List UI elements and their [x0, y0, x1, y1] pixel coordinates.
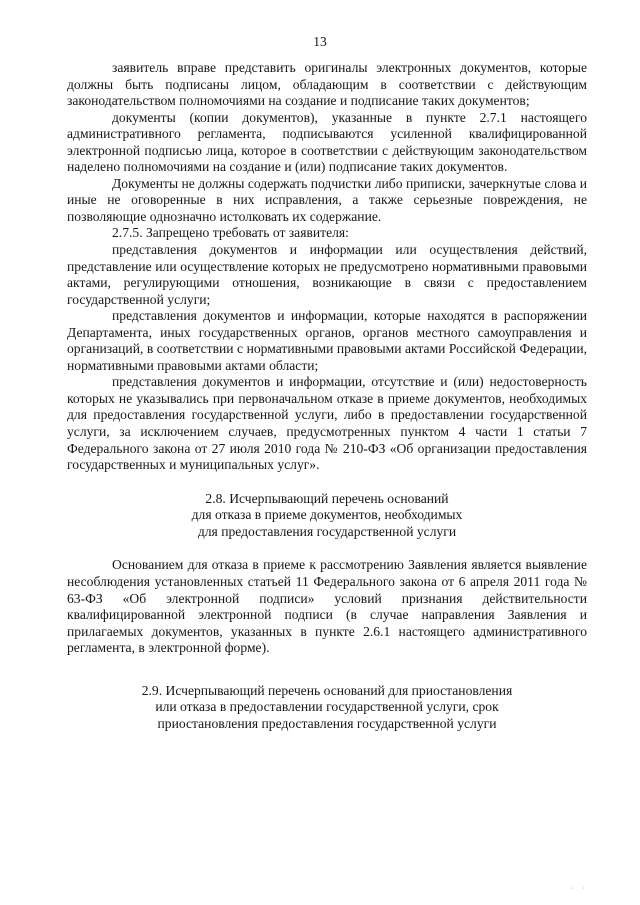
heading-line: для предоставления государственной услуги	[197, 523, 457, 539]
corner-mark: · ·	[571, 884, 588, 893]
paragraph: Документы не должны содержать подчистки либо приписки, зачеркнутые слова и иные не оговоренные в них исправления, а также серьезные повреждения, не позволяющие однозначно истолковать их содержание.	[67, 175, 587, 224]
paragraph: представления документов и информации, отсутствие и (или) недостоверность которых не указывались при первоначальном отказе в приеме документов, необходимых для предоставления государственной услуги, либо в предоставлении государственной услуги, за исключением случаев, предусмотренных пунктом 4 части 1 статьи 7 Федерального закона от 27 июля 2010 года № 210-ФЗ «Об организации предоставления государственных и муниципальных услуг».	[67, 374, 587, 473]
heading-line: 2.8. Исчерпывающий перечень оснований	[205, 490, 449, 506]
document-body	[67, 60, 587, 750]
paragraph: документы (копии документов), указанные в пункте 2.7.1 настоящего административного регламента, подписываются усиленной квалифицированной электронной подписью лица, которое в соответствии с действующим законодательством наделено полномочиями на создание и (или) подписание таких документов.	[67, 109, 587, 175]
page-number: 13	[313, 34, 327, 49]
paragraph: представления документов и информации, которые находятся в распоряжении Департамента, иных государственных органов, органов местного самоуправления и организаций, в соответствии с нормативными правовыми актами Российской Федерации, нормативными правовыми актами области;	[67, 308, 587, 373]
paragraph: Основанием для отказа в приеме к рассмотрению Заявления является выявление несоблюдения установленных статьей 11 Федерального закона от 6 апреля 2011 года № 63-ФЗ «Об электронной подписи» условий признания действительности квалифицированной электронной подписи (в случае направления Заявления и прилагаемых документов, указанных в пункте 2.6.1 настоящего административного регламента, в электронной форме).	[67, 557, 587, 656]
paragraph: заявитель вправе представить оригиналы электронных документов, которые должны быть подписаны лицом, обладающим в соответствии с действующим законодательством полномочиями на создание и подписание таких документов;	[67, 60, 587, 109]
section-heading-2-9	[67, 683, 587, 733]
paragraph: 2.7.5. Запрещено требовать от заявителя:	[112, 225, 349, 241]
heading-line: или отказа в предоставлении государственной услуги, срок	[155, 699, 499, 715]
paragraph: представления документов и информации или осуществления действий, представление или осуществление которых не предусмотрено нормативными правовыми актами, регулирующими отношения, возникающие в связи с предоставлением государственной услуги;	[67, 242, 587, 307]
heading-line: 2.9. Исчерпывающий перечень оснований для приостановления	[141, 682, 513, 698]
section-heading-2-8	[67, 491, 587, 541]
heading-line: для отказа в приеме документов, необходимых	[191, 507, 463, 523]
heading-line: приостановления предоставления государственной услуги	[157, 715, 497, 731]
